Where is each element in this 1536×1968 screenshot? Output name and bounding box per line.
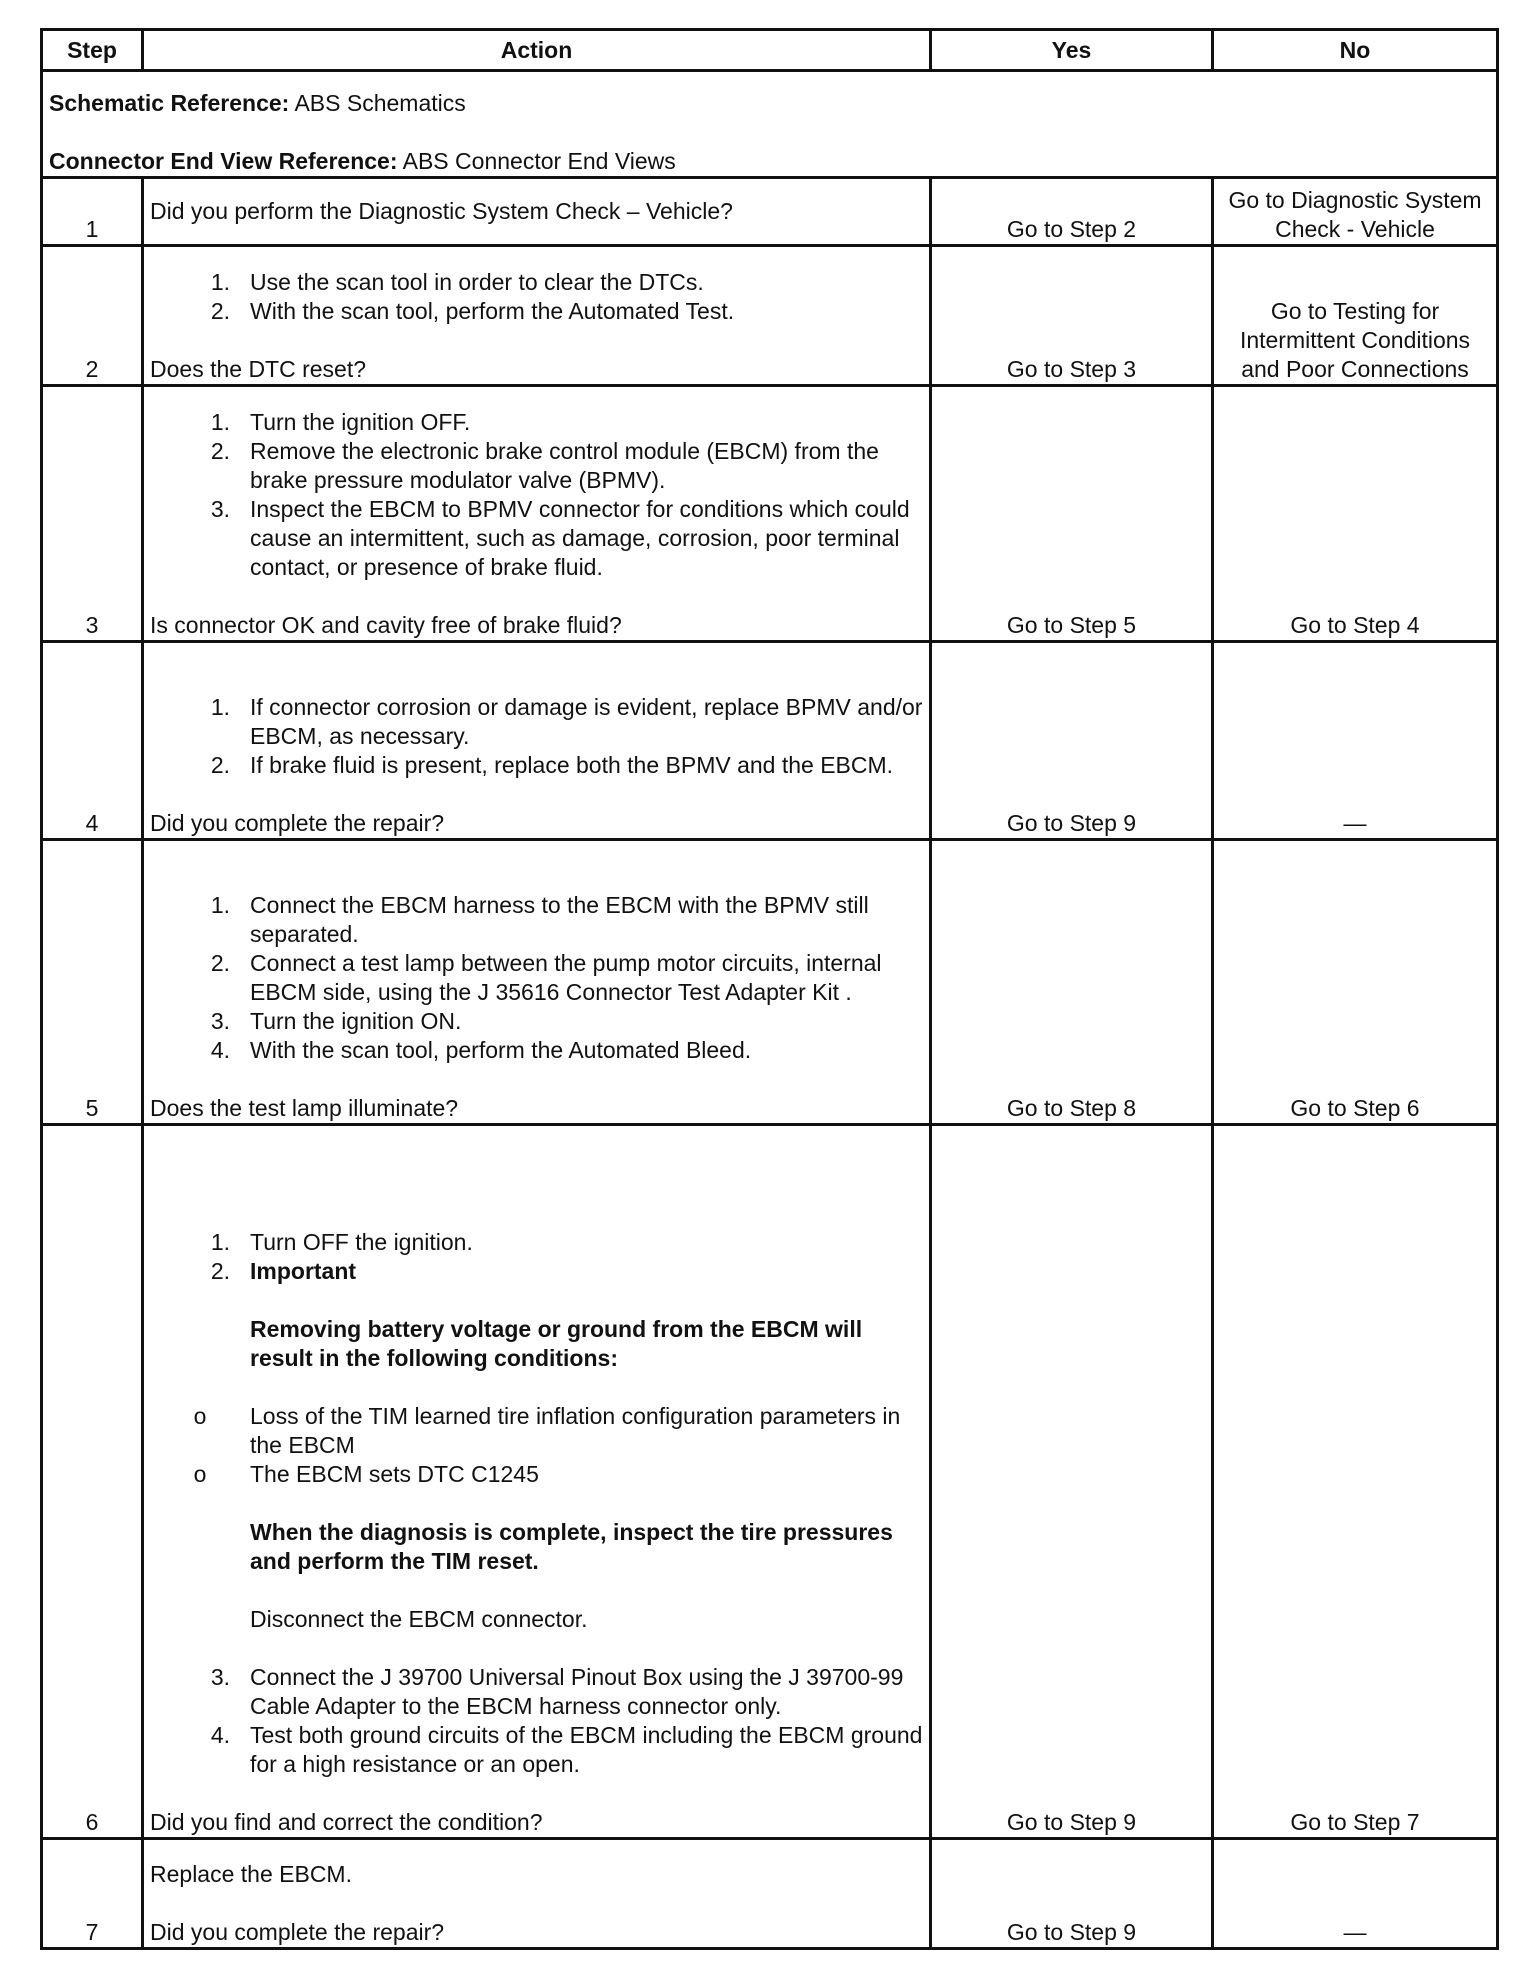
no-result[interactable]: Go to Testing for Intermittent Conditions and Poor Connections [1213,246,1498,386]
step-number: 7 [42,1839,143,1949]
no-result[interactable]: Go to Step 7 [1213,1125,1498,1839]
step-question: Does the test lamp illuminate? [150,1095,459,1121]
step-number: 3 [42,386,143,642]
step-row-6 [42,1125,1498,1839]
step-question: Did you complete the repair? [150,1919,445,1945]
action-item: 4. Test both ground circuits of the EBCM including the EBCM ground for a high resistance or an open. [210,1722,923,1777]
header-step: Step [42,30,143,71]
yes-result[interactable]: Go to Step 2 [931,178,1213,246]
disconnect-instruction: Disconnect the EBCM connector. [250,1606,588,1632]
yes-result[interactable]: Go to Step 3 [931,246,1213,386]
step-number: 4 [42,642,143,840]
condition-list [150,1402,923,1489]
step-question: Did you perform the Diagnostic System Check – Vehicle? [150,198,733,224]
schematic-reference-link[interactable]: ABS Schematics [294,90,466,116]
reference-row [42,71,1498,178]
step-number: 1 [42,178,143,246]
action-item: 2. With the scan tool, perform the Automated Test. [210,298,735,324]
yes-result[interactable]: Go to Step 9 [931,1839,1213,1949]
yes-result[interactable]: Go to Step 5 [931,386,1213,642]
step-question: Does the DTC reset? [150,356,367,382]
action-cell [143,840,931,1125]
connector-reference: Connector End View Reference: ABS Connector End Views [49,148,676,174]
no-result: — [1213,1839,1498,1949]
action-item: 1. Turn OFF the ignition. [210,1229,473,1255]
action-item: 4. With the scan tool, perform the Automated Bleed. [210,1037,752,1063]
header-no: No [1213,30,1498,71]
important-label: Important [250,1258,357,1284]
action-item: 3. Connect the J 39700 Universal Pinout Box using the J 39700-99 Cable Adapter to the EBCM harness connector only. [210,1664,904,1719]
action-item: 2. Remove the electronic brake control module (EBCM) from the brake pressure modulator valve (BPMV). [210,438,879,493]
condition-item: o The EBCM sets DTC C1245 [193,1461,539,1487]
condition-item: o Loss of the TIM learned tire inflation configuration parameters in the EBCM [193,1403,901,1458]
step-number: 5 [42,840,143,1125]
important-after: When the diagnosis is complete, inspect the tire pressures and perform the TIM reset. [250,1519,893,1574]
step-row-1 [42,178,1498,246]
no-result: — [1213,642,1498,840]
action-item: 3. Turn the ignition ON. [210,1008,462,1034]
step-question: Did you find and correct the condition? [150,1809,543,1835]
action-cell [143,246,931,386]
action-cell [143,1125,931,1839]
action-item: 2. If brake fluid is present, replace both the BPMV and the EBCM. [210,752,894,778]
step-row-2 [42,246,1498,386]
no-result[interactable]: Go to Step 6 [1213,840,1498,1125]
yes-result[interactable]: Go to Step 9 [931,1125,1213,1839]
action-item-important: 2. Important Removing battery voltage or ground from the EBCM will result in the following conditions: o Loss of the TIM learned tire inflation configuration parameters in the EBCM o The EBCM sets DTC C1245 When the diagnosis is complete, inspect the tire pressures and perform the TIM reset. Disconnect the EBCM connector. [150,1257,923,1663]
action-item: 2. Connect a test lamp between the pump motor circuits, internal EBCM side, using the J 35616 Connector Test Adapter Kit . [210,950,882,1005]
step-question: Is connector OK and cavity free of brake fluid? [150,612,622,638]
step-question: Did you complete the repair? [150,810,445,836]
step-number: 2 [42,246,143,386]
connector-reference-link[interactable]: ABS Connector End Views [402,148,676,174]
diagnostic-table [40,28,1499,1950]
step-row-3 [42,386,1498,642]
header-row [42,30,1498,71]
step-row-7 [42,1839,1498,1949]
action-item: 1. If connector corrosion or damage is evident, replace BPMV and/or EBCM, as necessary. [210,694,923,749]
action-list [150,408,923,582]
action-item: 3. Inspect the EBCM to BPMV connector for conditions which could cause an intermittent, such as damage, corrosion, poor terminal contact, or presence of brake fluid. [210,496,910,580]
action-item: 1. Connect the EBCM harness to the EBCM with the BPMV still separated. [210,892,869,947]
no-result[interactable]: Go to Diagnostic System Check - Vehicle [1213,178,1498,246]
action-list [150,693,923,780]
schematic-reference: Schematic Reference: ABS Schematics [49,90,466,116]
action-item: 1. Turn the ignition OFF. [210,409,471,435]
header-action: Action [143,30,931,71]
yes-result[interactable]: Go to Step 9 [931,642,1213,840]
action-instruction: Replace the EBCM. [150,1861,352,1887]
step-row-5 [42,840,1498,1125]
step-number: 6 [42,1125,143,1839]
action-list [150,891,923,1065]
action-list [150,1228,923,1779]
important-warning: Removing battery voltage or ground from the EBCM will result in the following conditions: [250,1316,863,1371]
action-cell [143,642,931,840]
action-list [150,268,923,326]
step-row-4 [42,642,1498,840]
reference-cell [42,71,1498,178]
action-cell [143,178,931,246]
action-item: 1. Use the scan tool in order to clear the DTCs. [210,269,704,295]
action-cell [143,1839,931,1949]
header-yes: Yes [931,30,1213,71]
action-cell [143,386,931,642]
yes-result[interactable]: Go to Step 8 [931,840,1213,1125]
no-result[interactable]: Go to Step 4 [1213,386,1498,642]
